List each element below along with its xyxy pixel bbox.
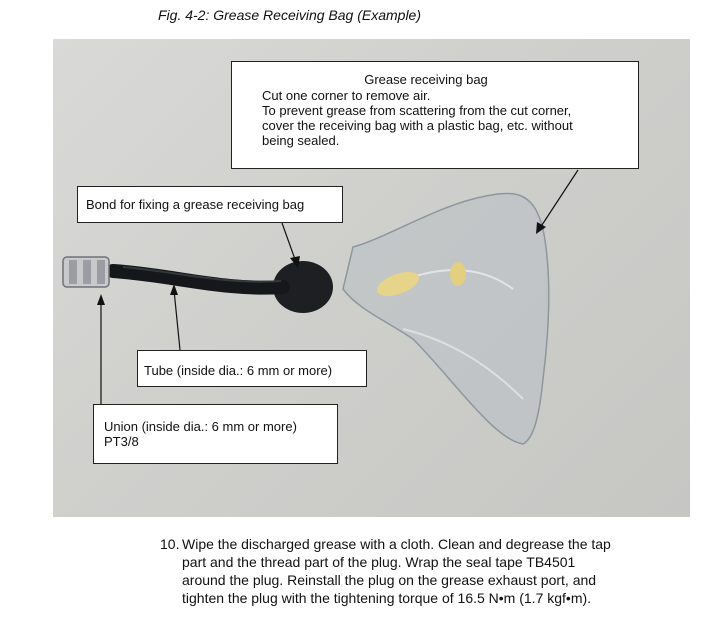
step-number: 10. bbox=[160, 536, 180, 552]
callout-bond: Bond for fixing a grease receiving bag bbox=[77, 186, 343, 223]
callout-union-line: PT3/8 bbox=[104, 434, 139, 449]
callout-grease-bag-line: To prevent grease from scattering from the cut corner, bbox=[262, 103, 572, 118]
step-line: tighten the plug with the tightening torque of 16.5 N•m (1.7 kgf•m). bbox=[182, 590, 592, 606]
callout-grease-bag-title: Grease receiving bag bbox=[364, 72, 488, 87]
figure-caption: Fig. 4-2: Grease Receiving Bag (Example) bbox=[158, 7, 421, 23]
step-10 bbox=[160, 535, 710, 607]
callout-grease-bag-line: Cut one corner to remove air. bbox=[262, 88, 431, 103]
callout-union bbox=[93, 404, 338, 464]
step-line: Wipe the discharged grease with a cloth. Clean and degrease the tap bbox=[182, 536, 611, 552]
callout-grease-bag-line: cover the receiving bag with a plastic bag, etc. without bbox=[262, 118, 573, 133]
callout-union-line: Union (inside dia.: 6 mm or more) bbox=[104, 419, 297, 434]
step-line: around the plug. Reinstall the plug on the grease exhaust port, and bbox=[182, 572, 597, 588]
step-line: part and the thread part of the plug. Wrap the seal tape TB4501 bbox=[182, 554, 576, 570]
callout-grease-bag-line: being sealed. bbox=[262, 133, 340, 148]
callout-grease-bag bbox=[231, 61, 639, 169]
callout-tube: Tube (inside dia.: 6 mm or more) bbox=[137, 350, 367, 387]
step-text bbox=[182, 535, 710, 607]
